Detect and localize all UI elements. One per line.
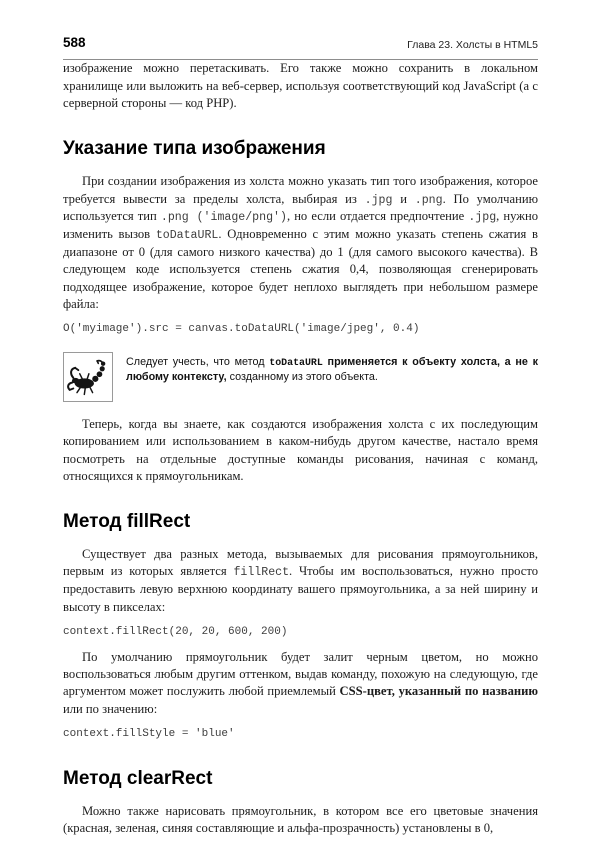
chapter-header: Глава 23. Холсты в HTML5: [407, 39, 538, 52]
text-segment: .jpg: [364, 193, 393, 207]
section-heading-image-type: Указание типа изображения: [63, 138, 326, 160]
text-segment: , нужно изменить вызов: [63, 209, 539, 242]
page-header: [63, 34, 538, 60]
text-segment: . По умолчанию используется тип: [63, 191, 538, 224]
text-segment: Существует два разных метода, вызываемых для рисования прямоугольников, первым из которых является: [63, 547, 538, 579]
scorpion-icon: [63, 352, 113, 402]
text-segment: Следует учесть, что метод: [126, 356, 270, 369]
text-segment: применяется к объекту холста, а не к любому контексту,: [126, 356, 538, 384]
text-segment: . Одновременно с этим можно указать степень сжатия в диапазоне от 0 (для самого низкого качества) до 1 (для самого высокого качества). В следующем коде используется степень сжатия 0,4, позволяющая сгенерировать подходящее изображение, которое будет неплохо выглядеть при небольшом размере файла:: [63, 227, 539, 311]
text-segment: fillRect: [233, 566, 290, 580]
paragraph-fillrect-2: [63, 649, 538, 718]
text-segment: .png ('image/png'): [160, 211, 287, 225]
page-number: 588: [63, 35, 86, 50]
code-block-fillrect: context.fillRect(20, 20, 600, 200): [63, 625, 288, 638]
text-segment: toDataURL: [269, 357, 323, 369]
text-segment: , но если отдается предпочтение: [286, 209, 469, 224]
text-segment: или по значению:: [63, 701, 158, 716]
text-segment: созданному из этого объекта.: [226, 371, 378, 384]
text-segment: . Чтобы им воспользоваться, нужно просто предоставить левую верхнюю координату вашего прямоугольника, а за ней ширину и высоту в пикселах:: [63, 564, 538, 614]
paragraph-image-type: [63, 173, 538, 313]
text-segment: и: [392, 191, 415, 206]
paragraph-fillrect-1: [63, 546, 538, 616]
text-segment: CSS-цвет, указанный по названию: [339, 684, 539, 699]
code-block-todataurl: O('myimage').src = canvas.toDataURL('image/jpeg', 0.4): [63, 323, 420, 336]
section-heading-clearrect: Метод clearRect: [63, 767, 213, 789]
section-heading-fillrect: Метод fillRect: [63, 511, 191, 533]
paragraph-transition: Теперь, когда вы знаете, как создаются изображения холста с их последующим копированием или использованием в каком-нибудь другом качестве, настало время посмотреть на отдельные доступные команды рисования, начиная с команд, относящихся к прямоугольникам.: [63, 417, 538, 483]
text-segment: .jpg: [468, 211, 497, 225]
note-box: [63, 352, 538, 402]
paragraph-clearrect: Можно также нарисовать прямоугольник, в котором все его цветовые значения (красная, зеленая, синяя составляющие и альфа-прозрачность) установлены в 0,: [63, 803, 538, 836]
text-segment: При создании изображения из холста можно указать тип того изображения, которое требуется вывести за пределы холста, выбирая из: [63, 174, 538, 206]
text-segment: По умолчанию прямоугольник будет залит черным цветом, но можно воспользоваться любым другим оттенком, выдав команду, похожую на следующую, где аргументом может послужить любой приемлемый: [63, 649, 538, 699]
paragraph-intro: изображение можно перетаскивать. Его также можно сохранить в локальном хранилище или выложить на веб-сервер, используя соответствующий код JavaScript (а с серверной стороны — код PHP).: [63, 61, 538, 110]
code-block-fillstyle: context.fillStyle = 'blue': [63, 727, 235, 740]
text-segment: toDataURL: [155, 229, 219, 243]
text-segment: .png: [414, 193, 443, 207]
note-text: [126, 352, 538, 385]
